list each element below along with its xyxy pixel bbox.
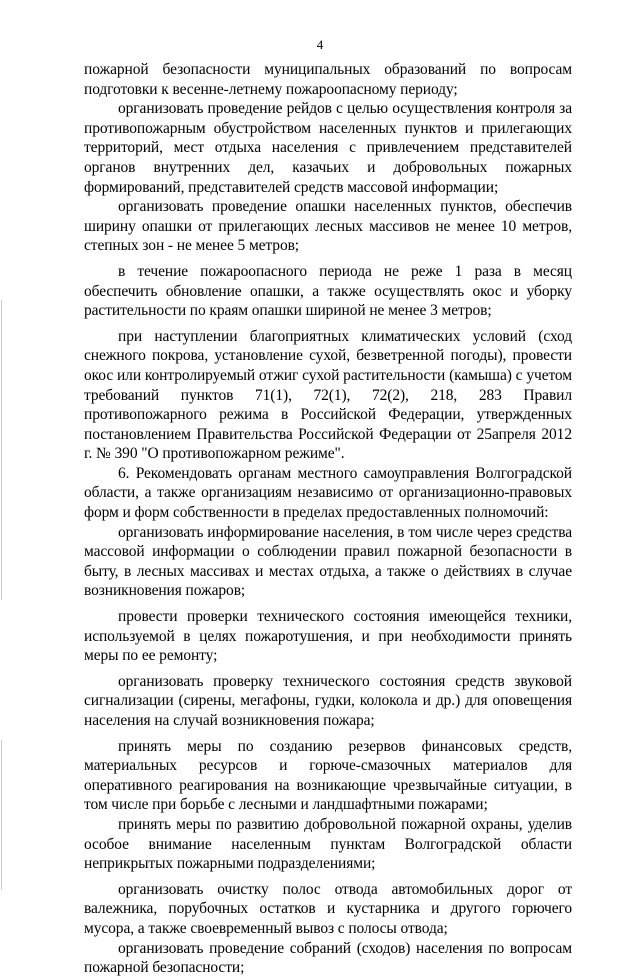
paragraph: пожарной безопасности муниципальных образований по вопросам подготовки к весенне-летнему пожароопасному периоду; <box>84 61 572 98</box>
paragraph: провести проверки технического состояния имеющейся техники, используемой в целях пожаротушения, и при необходимости принять меры по ее ремонту; <box>84 608 572 665</box>
paragraph: при наступлении благоприятных климатических условий (сход снежного покрова, установление сухой, безветренной погоды), провести окос или контролируемый отжиг сухой растительности (камыша) с учетом требований пунктов 71(1), 72(1), 72(2), 218, 283 Правил противопожарного режима в Российской Федерации, утвержденных постановлением Правительства Российской Федерации от 25апреля 2012 г. № 390 "О противопожарном режиме". <box>84 327 572 463</box>
paragraph: в течение пожароопасного периода не реже 1 раза в месяц обеспечить обновление опашки, а также осуществлять окос и уборку растительности по краям опашки шириной не менее 3 метров; <box>84 262 572 320</box>
paragraph: организовать проведение опашки населенных пунктов, обеспечив ширину опашки от прилегающих лесных массивов не менее 10 метров, степных зон - не менее 5 метров; <box>84 198 572 255</box>
scan-margin-line <box>1 300 2 600</box>
paragraph: 6. Рекомендовать органам местного самоуправления Волгоградской области, а также организациям независимо от организационно-правовых форм и форм собственности в пределах предоставленных полномочий: <box>84 464 572 522</box>
document-body <box>84 60 572 978</box>
paragraph: принять меры по развитию добровольной пожарной охраны, уделив особое внимание населенным пунктам Волгоградской области неприкрытых пожарными подразделениями; <box>84 815 572 873</box>
paragraph: организовать проверку технического состояния средств звуковой сигнализации (сирены, мегафоны, гудки, колокола и др.) для оповещения населения на случай возникновения пожара; <box>84 672 572 729</box>
paragraph: организовать проведение рейдов с целью осуществления контроля за противопожарным обустройством населенных пунктов и прилегающих территорий, мест отдыха населения с привлечением представителей органов внутренних дел, казачьих и добровольных пожарных формирований, представителей средств массовой информации; <box>84 100 572 196</box>
paragraph: организовать информирование населения, в том числе через средства массовой информации о соблюдении правил пожарной безопасности в быту, в лесных массивах и местах отдыха, а также о действиях в случае возникновения пожаров; <box>84 523 572 600</box>
paragraph: организовать очистку полос отвода автомобильных дорог от валежника, порубочных остатков и кустарника и другого горючего мусора, а также своевременный вывоз с полосы отвода; <box>84 880 572 937</box>
scan-margin-line-lower <box>1 740 2 890</box>
paragraph: принять меры по созданию резервов финансовых средств, материальных ресурсов и горюче-смазочных материалов для оперативного реагирования на возникающие чрезвычайные ситуации, в том числе при борьбе с лесными и ландшафтными пожарами; <box>84 737 572 814</box>
paragraph: организовать проведение собраний (сходов) населения по вопросам пожарной безопасности; <box>84 939 572 977</box>
page-number: 4 <box>316 37 324 52</box>
